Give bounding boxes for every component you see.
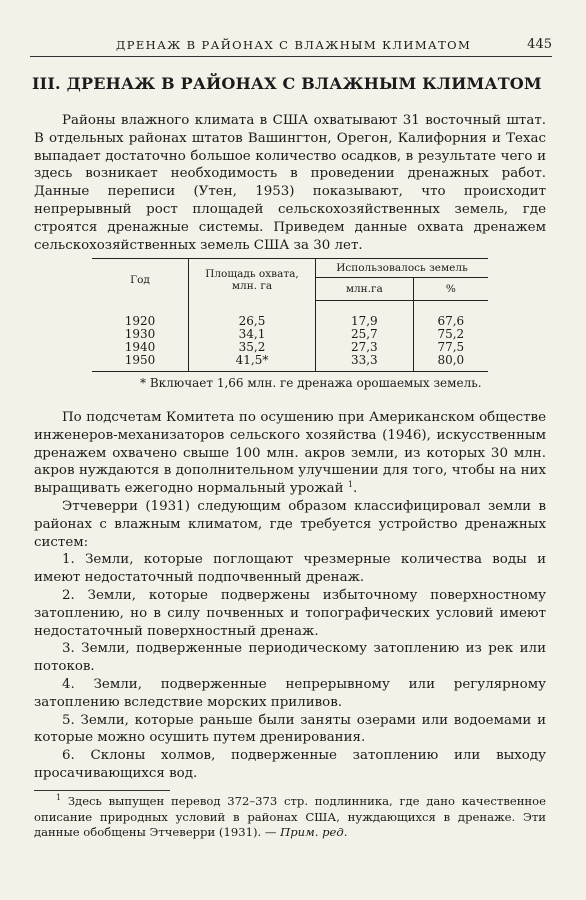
table-footnote: * Включает 1,66 млн. ге дренажа орошаемых земель. [140,376,482,390]
header-used-group: Использовалось земель [316,259,489,278]
cell-area: 34,1 [189,328,316,341]
footnote [34,794,546,841]
cell-mln: 25,7 [316,328,414,341]
cell-mln: 33,3 [316,354,414,372]
table-row [92,301,488,329]
editor-note: Прим. ред. [280,825,348,840]
running-title: ДРЕНАЖ В РАЙОНАХ С ВЛАЖНЫМ КЛИМАТОМ [116,38,472,52]
table-row [92,354,488,372]
body-text [34,409,546,783]
cell-area: 41,5* [189,354,316,372]
drainage-table [92,258,488,372]
cell-year: 1920 [92,301,189,329]
cell-pct: 67,6 [437,314,465,328]
paragraph-classification: Этчеверри (1931) следующим образом классифицировал земли в районах с влажным климатом, где требуется устройство дренажных систем: [34,498,546,550]
cell-area: 35,2 [189,341,316,354]
cell-area: 26,5 [189,301,316,329]
paragraph-committee [34,409,546,498]
header-year: Год [92,259,189,301]
cell-year: 1930 [92,328,189,341]
intro-paragraph: Районы влажного климата в США охватывают 31 восточный штат. В отдельных районах штатов Вашингтон, Орегон, Калифорния и Техас выпадает достаточно большое количество осадков, в результате чего и здесь возникает необходимость в проведении дренажных работ. Данные переписи (Утен, 1953) показывают, что происходит непрерывный рост площадей сельскохозяйственных земель, где строятся дренажные системы. Приведем данные охвата дренажем сельскохозяйственных земель США за 30 лет. [34,113,546,253]
paragraph-committee-text: По подсчетам Комитета по осушению при Американском обществе инженеров-механизаторов сельского хозяйства (1946), искусственным дренажем охвачено свыше 100 млн. акров земли, из которых 30 млн. акров нуждаются в дополнительном улучшении для того, чтобы на них выращивать ежегодно нормальный урожай [34,410,546,497]
header-percent: % [413,278,488,301]
header-mln-ga: млн.га [316,278,414,301]
footnote-mark: 1 [56,793,62,802]
cell-mln: 17,9 [316,301,414,329]
intro-text [34,112,546,254]
list-item: 4. Земли, подверженные непрерывному или регулярному затоплению вследствие морских приливов. [34,676,546,710]
footnote-paragraph [34,794,546,841]
cell-year: 1940 [92,341,189,354]
list-item: 3. Земли, подверженные периодическому затоплению из рек или потоков. [34,641,546,675]
cell-pct: 77,5 [437,340,465,354]
list-item: 6. Склоны холмов, подверженные затоплению или выходу просачивающихся вод. [34,748,546,781]
footnote-text: Здесь выпущен перевод 372–373 стр. подлинника, где дано качественное описание природных условий в районах США, нуждающихся в дренаже. Эти данные обобщены Этчеверри (1931). — [34,794,546,840]
cell-year: 1950 [92,354,189,372]
running-header [30,36,552,57]
cell-pct: 75,2 [437,327,465,341]
list-item: 5. Земли, которые раньше были заняты озерами или водоемами и которые можно осушить путем дренирования. [34,712,546,746]
list-item: 1. Земли, которые поглощают чрезмерные количества воды и имеют недостаточный подпочвенный дренаж. [34,552,546,586]
footnote-divider [34,790,170,791]
cell-pct: 80,0 [413,354,488,372]
footnote-reference: 1 [347,480,353,490]
header-area: Площадь охвата, млн. га [189,259,316,301]
cell-mln: 27,3 [316,341,414,354]
list-item: 2. Земли, которые подвержены избыточному поверхностному затоплению, но в силу почвенных и топографических условий имеют недостаточный поверхностный дренаж. [34,587,546,639]
page-number: 445 [527,37,552,52]
section-title: III. ДРЕНАЖ В РАЙОНАХ С ВЛАЖНЫМ КЛИМАТОМ [32,74,542,93]
paragraph-committee-end: . [352,481,358,497]
